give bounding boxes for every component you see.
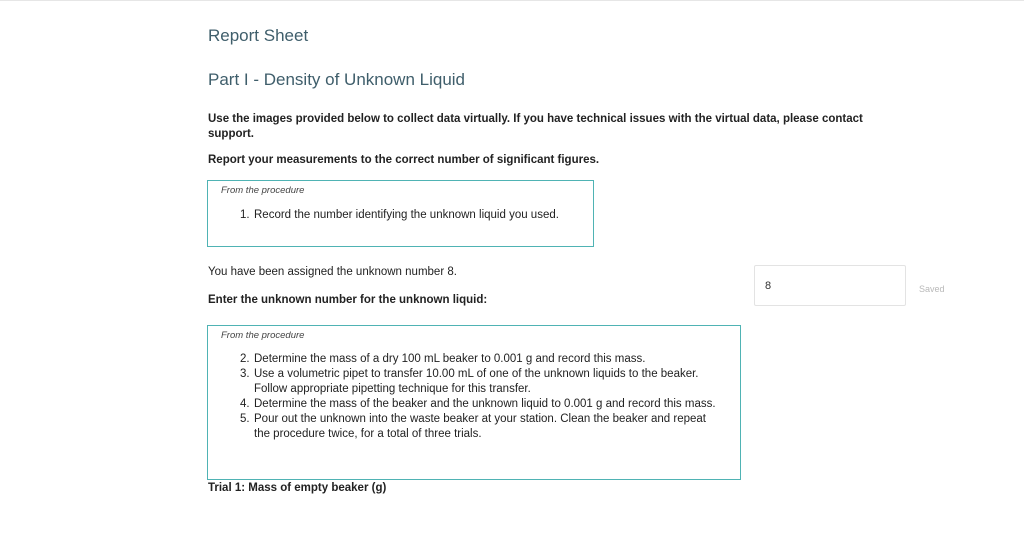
step-number: 5.: [240, 413, 250, 425]
unknown-number-input[interactable]: [754, 265, 906, 306]
procedure-list: [240, 352, 720, 442]
top-divider: [0, 0, 1024, 1]
step-text: Record the number identifying the unknown liquid you used.: [254, 209, 559, 221]
instructions-text: Use the images provided below to collect data virtually. If you have technical issues with the virtual data, please contact support.: [208, 113, 863, 140]
page-title: Report Sheet: [208, 26, 309, 45]
procedure-list: [240, 208, 580, 223]
procedure-step: [240, 412, 720, 442]
saved-status: Saved: [919, 284, 945, 294]
step-number: 2.: [240, 353, 250, 365]
unknown-number-label: Enter the unknown number for the unknown liquid:: [208, 294, 488, 306]
trial-1-label: Trial 1: Mass of empty beaker (g): [208, 482, 387, 494]
sig-figs-instruction: Report your measurements to the correct number of significant figures.: [208, 154, 600, 166]
step-text: Determine the mass of a dry 100 mL beaker to 0.001 g and record this mass.: [254, 353, 646, 365]
section-title: Part I - Density of Unknown Liquid: [208, 70, 466, 89]
step-text: Determine the mass of the beaker and the unknown liquid to 0.001 g and record this mass.: [254, 398, 716, 410]
procedure-box-1: [207, 180, 594, 247]
procedure-step: [240, 352, 720, 367]
procedure-caption: From the procedure: [221, 185, 305, 196]
step-number: 4.: [240, 398, 250, 410]
step-text: Pour out the unknown into the waste beaker at your station. Clean the beaker and repeat the procedure twice, for a total of three trials.: [254, 413, 706, 440]
procedure-caption: From the procedure: [221, 330, 305, 341]
procedure-box-2: [207, 325, 741, 480]
step-number: 1.: [240, 209, 250, 221]
step-text: Use a volumetric pipet to transfer 10.00 mL of one of the unknown liquids to the beaker. Follow appropriate pipetting technique for this transfer.: [254, 368, 699, 395]
step-number: 3.: [240, 368, 250, 380]
procedure-step: [240, 208, 580, 223]
procedure-step: [240, 397, 720, 412]
assigned-unknown-text: You have been assigned the unknown number 8.: [208, 266, 457, 278]
procedure-step: [240, 367, 720, 397]
